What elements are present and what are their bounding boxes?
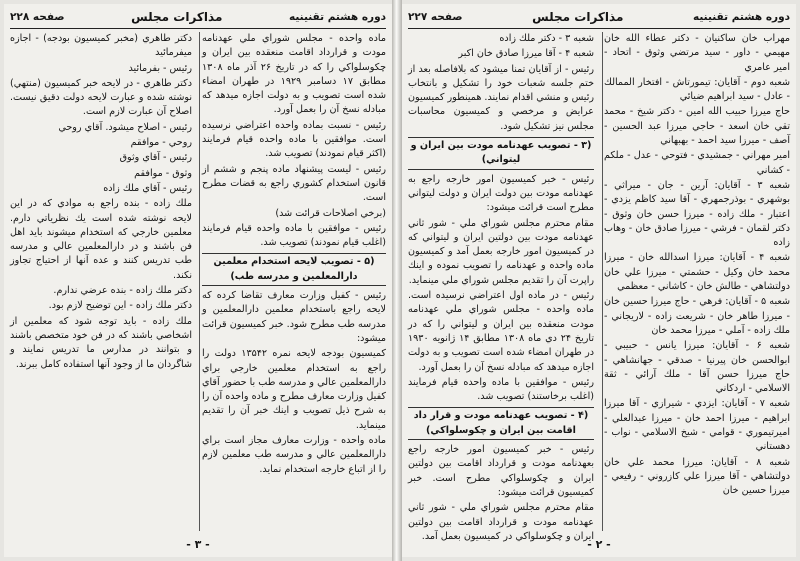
right-page-column-outer	[604, 32, 790, 531]
paragraph: ماده واحده - وزارت معارف مجاز است براي دارالمعلمين عالي و مدرسه طب معلمين لازم را از اتباع خارجه استخدام نمايد.	[202, 435, 386, 475]
column-divider	[602, 32, 603, 531]
section-heading: (۳ - تصويب عهدنامه مودت بين ايران و ليتواني)	[408, 137, 594, 170]
book-gutter	[392, 0, 402, 561]
right-page-header	[408, 6, 790, 29]
paragraph: شعبه ۴ - آقايان: ميرزا اسدالله خان - ميرزا محمد خان وكيل - حشمتي - ميرزا علي خان دولتشاهي - طالش خان - كاشاني - معظمي	[604, 252, 790, 293]
section-heading: (۵ - تصويب لايحه استخدام معلمين دارالمعلمين و مدرسه طب)	[202, 253, 386, 286]
paragraph: رئيس - موافقين با ماده واحده قيام فرمايند (اغلب برخاستند) تصويب شد.	[408, 376, 594, 403]
paragraph: رئيس - بفرمائيد	[128, 62, 192, 74]
paragraph: امير مهراني - جمشيدي - فتوحي - عدل - ملكم - كشاني	[604, 150, 790, 176]
paragraph: دكتر طاهري - در لايحه خبر كميسيون (منتهي) نوشته شده و عبارت لايحه دولت دقيق نيست. اصلاح آن عبارت لازم است.	[10, 77, 192, 118]
paragraph: رئيس - ليست پيشنهاد ماده پنجم و ششم از قانون استخدام كشوري راجع به قضات مطرح است.	[202, 163, 386, 204]
paragraph: شعبه ۸ - آقايان: ميرزا محمد علي خان دولتشاهي - آقا ميرزا علي كازروني - رفيعي - ميرزا حسين خان	[604, 456, 790, 497]
paragraph: رئيس - موافقين با ماده واحده قيام فرمايند (اغلب قيام نمودند) تصويب شد.	[202, 222, 386, 249]
paragraph: شعبه ۵ - آقايان: فرهي - حاج ميرزا حسين خان - ميرزا طاهر خان - شريعت زاده - لاريجاني - ملك زاده - آملي - ميرزا محمد خان	[604, 296, 790, 336]
paragraph: دكتر ملك زاده - بنده عرضي ندارم.	[53, 285, 192, 297]
left-page-column-outer	[10, 32, 192, 531]
paragraph: ماده واحده - مجلس شوراي ملي عهدنامه مودت و قرارداد اقامت منعقده بين ايران و چكوسلواكي را كه در تاريخ ۲۶ آذر ماه ۱۳۰۸ مطابق ۱۷ دسامبر ۱۹۲۹ در طهران امضاء شده است تصويب و به دولت اجازه ميدهد كه مبادله نسخ آن را بعمل آورد.	[202, 33, 386, 116]
paragraph: شعبه دوم - آقايان: تيمورتاش - افتخار الممالك - عادل - سيد ابراهيم ضيائي	[604, 76, 790, 103]
paragraph: روحي - موافقم	[130, 137, 192, 149]
paragraph: دكتر طاهري (مخبر كميسيون بودجه) - اجازه ميفرمائيد	[10, 33, 192, 59]
left-page	[4, 4, 392, 557]
paragraph: رئيس - آقاي ملك زاده	[103, 182, 192, 194]
paragraph: رئيس - خبر كميسيون امور خارجه راجع بعهدنامه مودت و قرارداد اقامت بين دولتين ايران و چكوسلواكي مطرح است. خبر كميسيون قرائت ميشود:	[408, 444, 594, 498]
right-page-column-inner	[408, 32, 595, 542]
paragraph: شعبه ۴ - آقا ميرزا صادق خان اكبر	[458, 48, 594, 60]
paragraph: وثوق - موافقم	[134, 167, 192, 179]
paragraph: رئيس - خبر كميسيون امور خارجه راجع به عهدنامه مودت بين دولت ايران و دولت ليتواني مطرح است قرائت ميشود:	[408, 173, 594, 214]
left-header-title: مذاكرات مجلس	[131, 10, 223, 24]
paragraph: شعبه ۶ - آقايان: ميرزا يانس - حبيبي - ابوالحسن خان پيرنيا - صدقي - جهانشاهي - حاج ميرزا حسن آقا - ملك آرائي - ثقة الاسلامي - اردكاني	[604, 340, 790, 395]
left-page-number: - ۳ -	[186, 538, 210, 551]
paragraph: حاج ميرزا حبيب الله امين - دكتر شيخ - محمد تقي خان اسعد - حاجي ميرزا عبد الحسين - آصف - ميرزا سيد احمد - بهبهاني	[604, 106, 790, 147]
left-page-header	[10, 6, 386, 29]
right-page	[402, 4, 796, 557]
right-page-number: - ۲ -	[587, 538, 611, 551]
paragraph: مقام محترم مجلس شوراي ملي - شور ثاني عهدنامه مودت و قرارداد اقامت بين دولتين ايران و چكوسلواكي در كميسيون بعمل آمد.	[408, 502, 594, 542]
paragraph: رئيس - كفيل وزارت معارف تقاضا كرده كه لايحه راجع باستخدام معلمين دارالمعلمين و مدرسه طب مطرح شود. خبر كميسيون قرائت ميشود:	[202, 290, 386, 344]
paragraph: ملك زاده - بنده راجع به موادي كه در اين لايحه نوشته شده است يك نظرياتي دارم. معلمين خارجي كه استخدام ميشوند بايد اهل فن باشند و در دارالمعلمين عالي و مدرسه طب تدريس كنند و عده آنها از احتياج تجاوز نكند.	[10, 198, 192, 281]
right-header-session: دوره هشتم تقنينيه	[693, 11, 790, 23]
paragraph: رئيس - نسبت بماده واحده اعتراضي نرسيده است. موافقين با ماده واحده قيام فرمايند (اكثر قيام نمودند) تصويب شد.	[202, 119, 386, 160]
paragraph: شعبه ۷ - آقايان: ايزدي - شيرازي - آقا ميرزا ابراهيم - ميرزا احمد خان - ميرزا عبدالعلي - اميرتيموري - قوامي - شيخ الاسلامي - نواب - دهستاني	[604, 398, 790, 453]
left-page-column-inner	[202, 32, 386, 531]
paragraph: ملك زاده - بايد توجه شود كه معلمين از اشخاصي باشند كه در فن خود متخصص باشند و بتوانند در مدارس ما تدريس نمايند و شاگردان ما از وجود آنها استفاده كامل ببرند.	[10, 315, 192, 370]
paragraph: مقام محترم مجلس شوراي ملي - شور ثاني عهدنامه مودت بين دولتين ايران و ليتواني كه در كميسيون امور خارجه بعمل آمد و كميسيون ماده واحده و عهدنامه را تصويب نموده و اينك راپرت آن را تقديم مجلس شوراي ملي مينمايد.	[408, 217, 594, 286]
right-header-title: مذاكرات مجلس	[532, 10, 624, 24]
paragraph: (برخي اصلاحات قرائت شد)	[275, 207, 386, 219]
paragraph: شعبه ۳ - دكتر ملك زاده	[499, 33, 594, 44]
column-divider	[199, 32, 200, 531]
right-header-page-label: صفحه ۲۲۷	[408, 11, 463, 23]
paragraph: كميسيون بودجه لايحه نمره ۱۳۵۴۲ دولت را راجع به استخدام معلمين خارجي براي دارالمعلمين عالي و مدرسه طب با حضور آقاي كفيل وزارت معارف مطرح و ماده واحده آن را به شرح ذيل تصويب و اينك خبر آن را تقديم مينمايد.	[202, 348, 386, 431]
paragraph: شعبه ۳ - آقايان: آرين - جان - ميراثي - بوشهري - بوذرجمهري - آقا سيد كاظم يزدي - اعتبار - ملك زاده - ميرزا حسن خان وثوق - دكتر لقمان - فرشي - ميرزا صادق خان - وهاب زاده	[604, 179, 790, 249]
left-header-page-label: صفحه ۲۲۸	[10, 11, 65, 23]
paragraph: رئيس - از آقايان تمنا ميشود كه بلافاصله بعد از ختم جلسه شعبات خود را تشكيل و بانتخاب رئيس و منشي اقدام نمايند. همينطور كميسيون عرايض و مرخصي و كميسيون محاسبات مجلس نيز تشكيل شود.	[408, 63, 594, 132]
paragraph: رئيس - در ماده اول اعتراضي نرسيده است. ماده واحده - مجلس شوراي ملي عهدنامه مودت منعقده بين ايران و ليتواني را كه در تاريخ ۲۴ دي ماه ۱۳۰۸ مطابق ۱۴ ژانويه ۱۹۳۰ در طهران امضاء شده است تصويب و به دولت اجازه ميدهد كه مبادله نسخ آن را بعمل آورد.	[408, 290, 595, 373]
section-heading: (۴ - تصويب عهدنامه مودت و قرار داد اقامت بين ايران و چكوسلواكي)	[408, 407, 594, 440]
left-header-session: دوره هشتم تقنينيه	[289, 11, 386, 23]
paragraph: دكتر ملك زاده - اين توضيح لازم بود.	[48, 300, 192, 312]
paragraph: رئيس - آقاي وثوق	[119, 152, 192, 164]
paragraph: رئيس - اصلاح ميشود. آقاي روحي	[58, 121, 192, 133]
paragraph: مهراب خان ساكنيان - دكتر عطاء الله خان مهيمي - داور - سيد مرتضي وثوق - اتحاد - امير عامري	[604, 33, 790, 73]
